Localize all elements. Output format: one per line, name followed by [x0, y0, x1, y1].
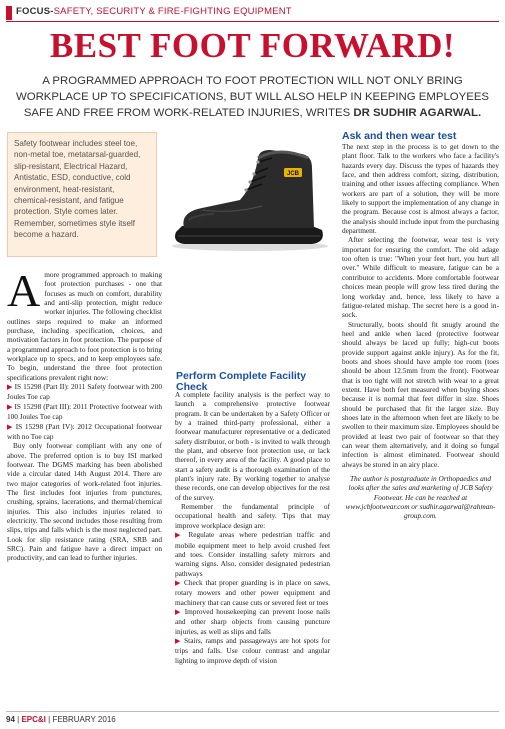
section-topic: SAFETY, SECURITY & FIRE-FIGHTING EQUIPMENT [53, 6, 292, 17]
col2-paragraph-1: A complete facility analysis is the perfect way to launch a comprehensive protective footwear program. It can be undertaken by a Safety Officer or by a trained third-party professional, either a footwear manufacturer representative or a dedicated safety distributor, or both - is invited to walk through the plant, and observe foot protection use, or lack thereof, in every area of the facility. A good place to start a safety audit is a thorough examination of the plant's injury rate. By working together to analyse these records, one can develop objectives for the rest of the survey. [175, 390, 330, 502]
article-headline: BEST FOOT FORWARD! [49, 26, 456, 65]
col3-paragraph-1: The next step in the process is to get down to the plant floor. Talk to the workers who face a facility's hazards every day. Discuss the types of hazards they face, and then address comfort, sizing, distribution, training and other issues affecting compliance. When workers are part of a solution, they will be more likely to support the implementation of any change in the program. Because cost is almost always a factor, the analysis should include input from the purchasing department. [342, 142, 499, 236]
heading-facility-check: Perform Complete Facility Check [176, 370, 307, 393]
section-marker [6, 6, 12, 20]
bullet-icon: ▶ [7, 402, 15, 411]
standfirst-text: A PROGRAMMED APPROACH TO FOOT PROTECTION WILL NOT ONLY BRING WORKPLACE UP TO SPECIFICATIONS, BUT WILL ALSO HELP IN KEEPING EMPLOYEES SAFE AND FREE FROM WORK-RELATED INJURIES, WRITES [15, 75, 490, 119]
standfirst [10, 73, 495, 121]
bullet-icon: ▶ [7, 383, 15, 392]
safety-shoe-image [162, 128, 332, 253]
col3-paragraph-2: After selecting the footwear, wear test is very important for ensuring the comfort. The old adage too often is true: "When your feet hurt, you hurt all over." While difficult to measure, fatigue can be a contributor to accidents. More comfortable footwear choices mean people will grow less tired during the long workday and, hence, less likely to have a fatigue-related mishap. The secret here is a good in-sock. [342, 235, 499, 320]
col1-bullet-2: IS 15298 (Part III): 2011 Protective footwear with 100 Joules Toe cap [7, 401, 162, 422]
section-label [16, 6, 292, 17]
col2-bullet-2: Check that proper guarding is in place on saws, rotary mowers and other power equipment and machinery that can cause cuts or severed feet or toes [175, 577, 330, 607]
page-number: 94 [6, 715, 15, 724]
bullet-icon: ▶ [175, 607, 185, 616]
drop-cap: A [7, 265, 41, 316]
col3-paragraph-3: Structurally, boots should fit snugly around the heel and ankle when laced (protective footwear should always be laced up fully; high-cut boots provide support against ankle injury). As for the fit, boots and shoes should have ample toe room (toes should be about 12.5mm from the front). Footwear that is too tight will not stretch with wear to a great extent. Have both feet measured when buying shoes because it is normal that feet differ in size. Shoes should be purchased that fit the larger size. Buy shoes late in the afternoon when feet are likely to be swollen to their maximum size. Employees should be provided at least two pair of footwear so that they can wear them alternatively, and it doing so fungal infection is almost eliminated. Footwear should always be stored in an airy place. [342, 319, 499, 469]
col2-bullet-3: Improved housekeeping can prevent loose nails and other sharp objects from causing puncture injuries, as well as slips and falls [175, 606, 330, 636]
callout-box: Safety footwear includes steel toe, non-metal toe, metatarsal-guarded, slip-resistant, Electrical Hazard, Antistatic, ESD, conductive, cold environment, heat-resistant, chemical-resistant, and fatigue protection. Style comes later. Remember, sometimes style itself become a hazard. [7, 132, 157, 257]
separator: | [17, 715, 22, 724]
column-3 [342, 142, 499, 521]
col1-bullet-1: IS 15298 (Part II): 2011 Safety footwear with 200 Joules Toe cap [7, 382, 162, 402]
heading-wear-test: Ask and then wear test [342, 130, 457, 142]
separator: | [45, 715, 53, 724]
author-bio: The author is postgraduate in Orthopaedics and looks after the sales and marketing of JCB Safety Footwear. He can be reached at www.jcbfootwear.com or sudhir.agarwal@rahman-group.com. [345, 474, 496, 521]
col1-bullet-3: IS 15298 (Part IV): 2012 Occupational footwear with no Toe cap [7, 421, 162, 441]
author-name: DR SUDHIR AGARWAL. [353, 107, 482, 119]
col2-bullet-1: Regulate areas where pedestrian traffic and mobile equipment meet to help avoid crushed feet and toes. Consider installing safety mirrors and warning signs. Also, consider designated pedestrian pathways [175, 530, 330, 578]
footer-rule [6, 711, 499, 712]
bullet-icon: ▶ [7, 422, 16, 431]
column-2 [175, 390, 330, 665]
page-footer [6, 715, 116, 724]
col1-paragraph-2: Buy only footwear compliant with any one of above. The preferred option is to buy ISI marked footwear. The DGMS marking has been abolished vide a circular dated 14th August 2014. There are two major categories of work-related foot injuries. The first includes foot injuries from punctures, crushing, sprains, lacerations, and thermal/chemical injuries. This also includes injuries related to electricity. The second includes those resulting from slips, trips and falls which is the most neglected part. Look for slip resistance rating (SRA, SRB and SRC). Pain and fatigue have a direct impact on productivity, and can lead to further injuries. [7, 441, 162, 563]
issue-date: FEBRUARY 2016 [52, 715, 116, 724]
magazine-name: EPC&I [21, 715, 46, 724]
bullet-icon: ▶ [175, 531, 189, 540]
col2-paragraph-2: Remember the fundamental principle of occupational health and safety. Tips that may improve workplace design are: [175, 502, 330, 530]
col2-bullet-4: Stairs, ramps and passageways are hot spots for trips and falls. Use colour contrast and angular lighting to improve depth of vision [175, 635, 331, 665]
header-rule [6, 21, 499, 22]
col1-paragraph-1: more programmed approach to making foot protection purchases - one that focuses as much on comfort, durability and anti-slip protection, might reduce worker injuries. The following checklist outlines steps required to make an informed purchase, including specification, choices, and motivation factors in foot protection. The purpose of a programmed approach to foot protection is to bring workplace up to specs, and to keep employees safe. To begin, understand the three foot protection specifications prevalent right now: [7, 270, 162, 382]
bullet-icon: ▶ [175, 636, 185, 645]
column-1 [7, 265, 162, 563]
section-kicker: FOCUS- [16, 6, 54, 17]
shoe-brand-tag: JCB [286, 171, 300, 177]
bullet-icon: ▶ [175, 578, 185, 587]
